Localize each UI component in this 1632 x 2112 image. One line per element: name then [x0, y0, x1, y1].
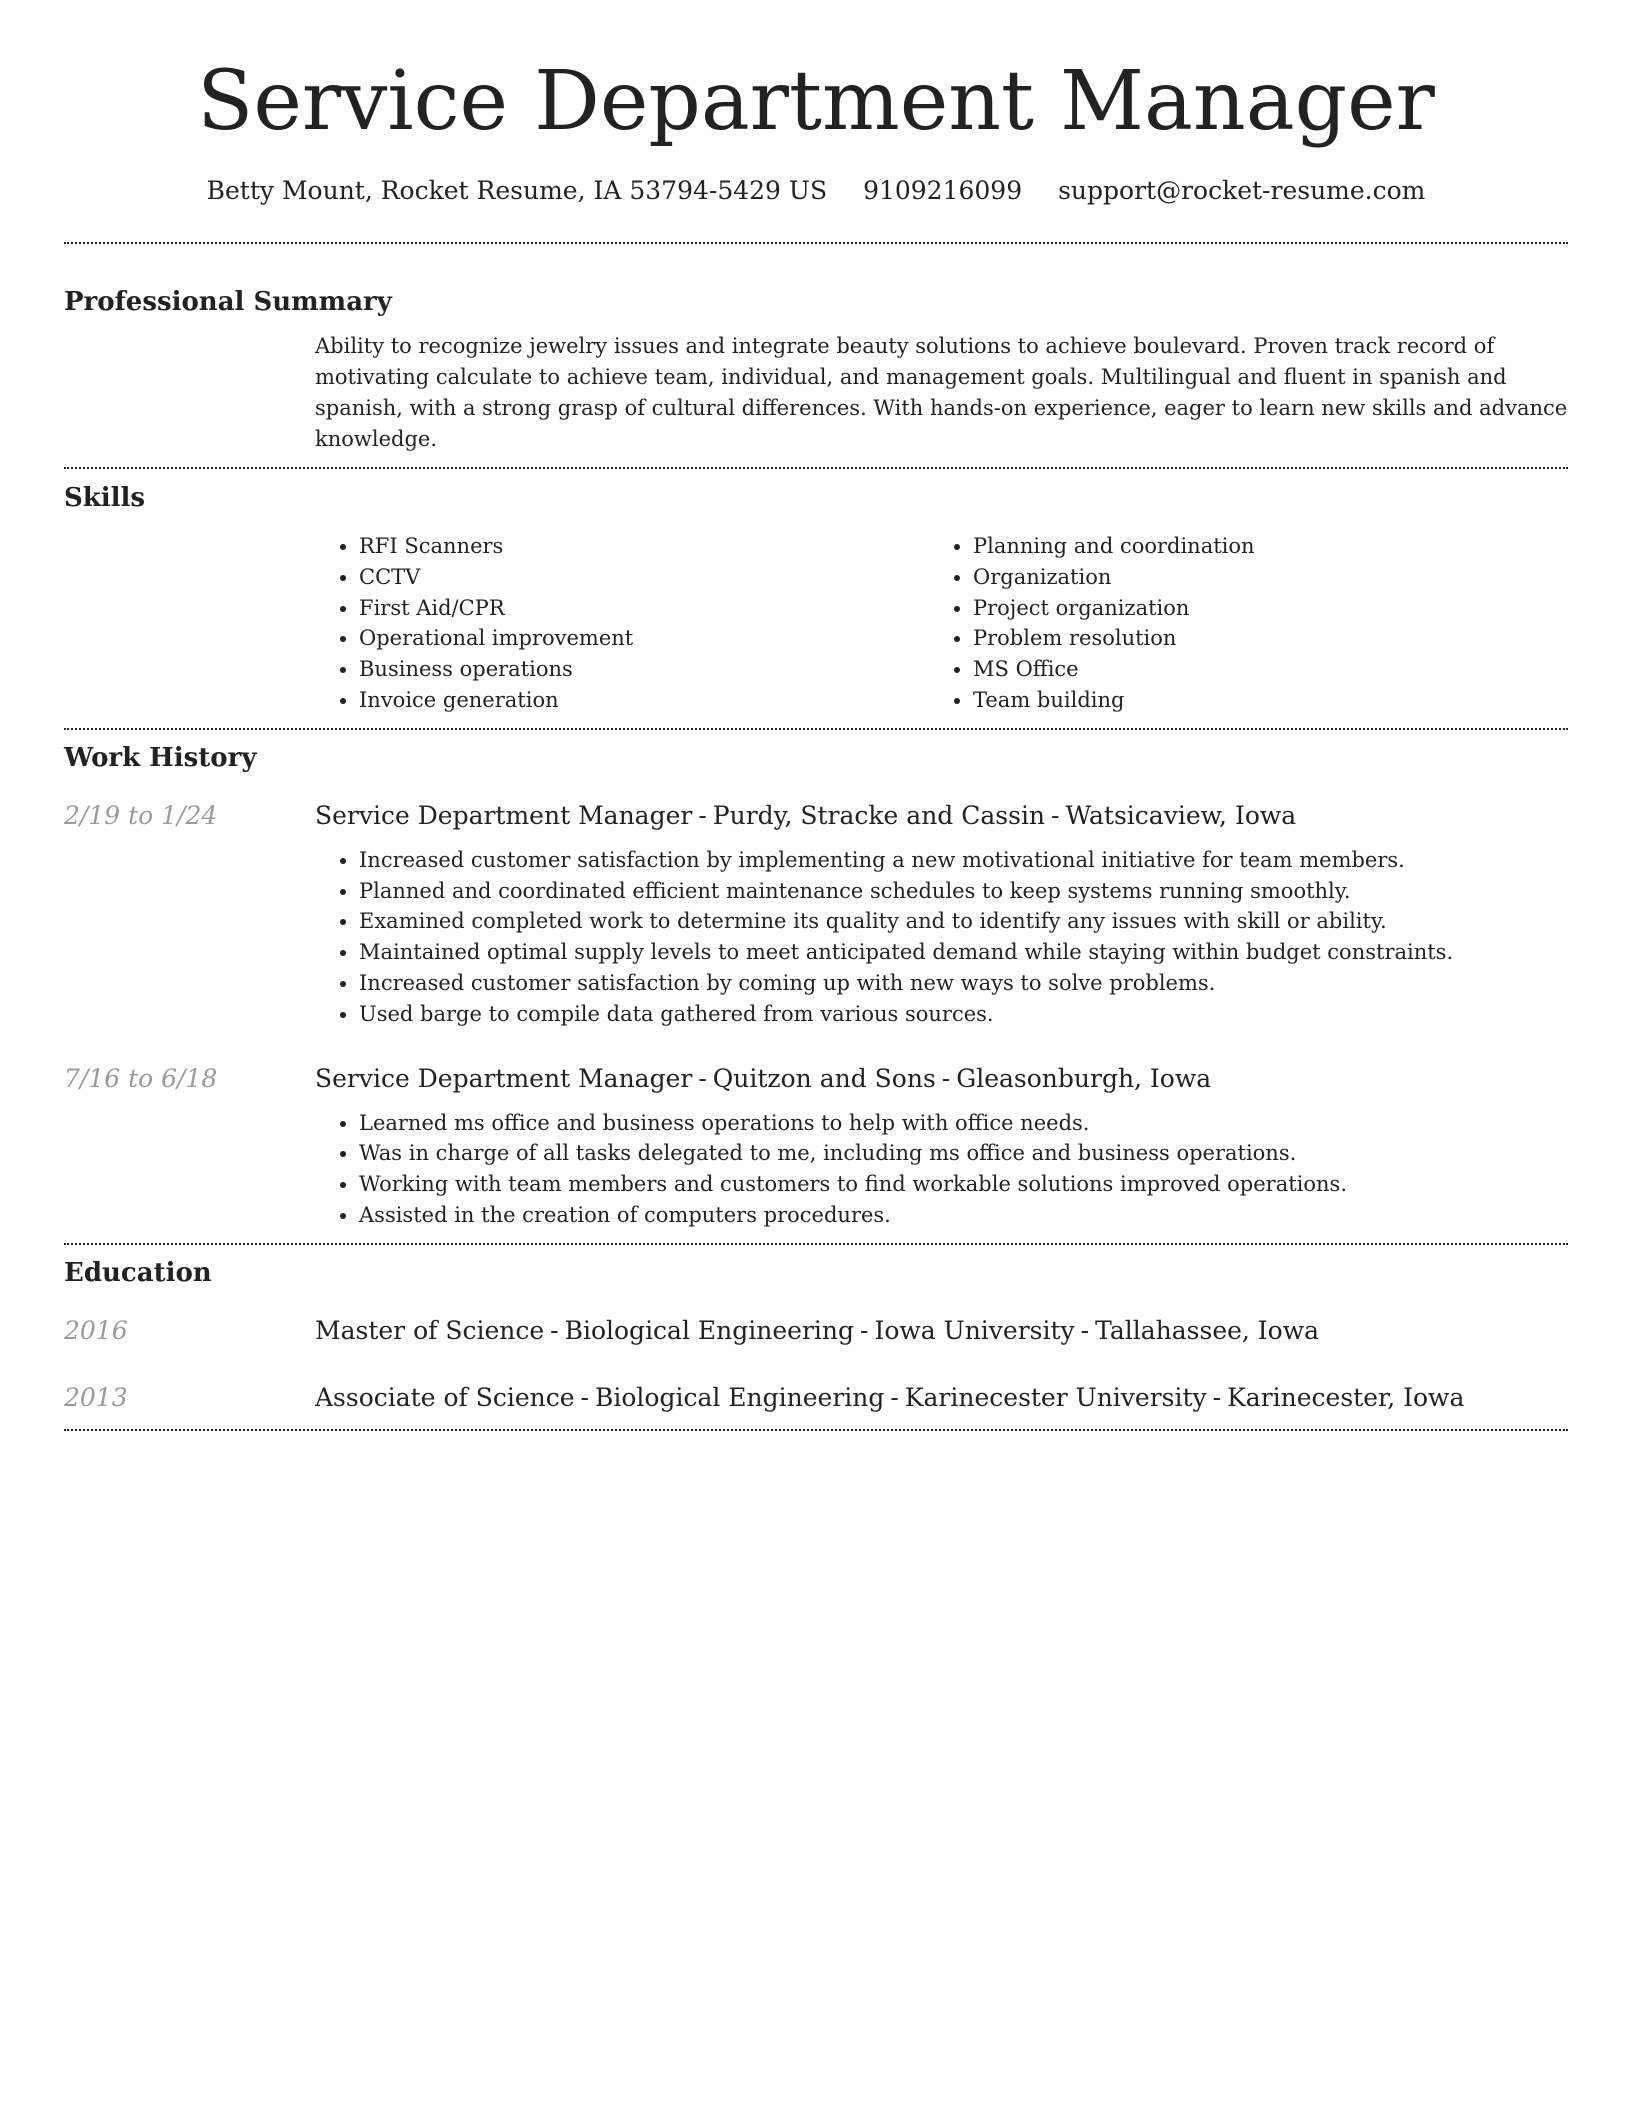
separator: -: [550, 1315, 559, 1345]
education-school: Iowa University: [874, 1315, 1075, 1345]
job-heading: [315, 799, 1568, 833]
job-company: Quitzon and Sons: [712, 1063, 936, 1093]
job-title: Service Department Manager: [315, 800, 693, 830]
separator: -: [860, 1315, 869, 1345]
contact-email: support@rocket-resume.com: [1058, 176, 1426, 205]
separator: -: [580, 1382, 589, 1412]
job-bullets: [315, 1108, 1568, 1231]
contact-line: [64, 174, 1568, 208]
work-section: [64, 730, 1568, 1243]
job-entry: [64, 1030, 1568, 1243]
job-bullet: • Maintained optimal supply levels to meet anticipated demand while staying within budget constraints.: [359, 937, 1568, 968]
skill-item: • Business operations: [359, 654, 929, 685]
work-heading: Work History: [64, 742, 257, 773]
skill-item: • MS Office: [973, 654, 1543, 685]
skill-item: • Problem resolution: [973, 623, 1543, 654]
summary-section: [64, 244, 1568, 467]
education-year: 2013: [64, 1382, 128, 1412]
job-bullet: • Planned and coordinated efficient maintenance schedules to keep systems running smoothly.: [359, 876, 1568, 907]
education-heading: Education: [64, 1257, 212, 1288]
education-location: Karinecester, Iowa: [1227, 1382, 1465, 1412]
contact-address: Betty Mount, Rocket Resume, IA 53794-5429 US: [206, 176, 828, 205]
education-divider: [64, 1429, 1568, 1431]
skills-list-left: [315, 531, 929, 716]
job-bullet: • Used barge to compile data gathered from various sources.: [359, 999, 1568, 1030]
job-bullet: • Increased customer satisfaction by coming up with new ways to solve problems.: [359, 968, 1568, 999]
skill-item: • First Aid/CPR: [359, 593, 929, 624]
job-bullet: • Was in charge of all tasks delegated to me, including ms office and business operations.: [359, 1138, 1568, 1169]
skill-item: • Team building: [973, 685, 1543, 716]
resume-title: Service Department Manager: [197, 54, 1435, 149]
skills-list-right: [929, 531, 1543, 716]
education-degree: Associate of Science: [315, 1382, 575, 1412]
job-bullet: • Assisted in the creation of computers procedures.: [359, 1200, 1568, 1231]
education-field: Biological Engineering: [564, 1315, 854, 1345]
skill-item: • Operational improvement: [359, 623, 929, 654]
education-location: Tallahassee, Iowa: [1095, 1315, 1320, 1345]
resume-page: [64, 0, 1568, 1431]
job-company: Purdy, Stracke and Cassin: [712, 800, 1046, 830]
separator: -: [698, 800, 707, 830]
job-bullet: • Increased customer satisfaction by implementing a new motivational initiative for team members.: [359, 845, 1568, 876]
education-details: [315, 1381, 1464, 1415]
job-location: Gleasonburgh, Iowa: [956, 1063, 1212, 1093]
skill-item: • Organization: [973, 562, 1543, 593]
job-entry: [64, 775, 1568, 1030]
education-degree: Master of Science: [315, 1315, 545, 1345]
summary-heading: Professional Summary: [64, 287, 392, 317]
job-bullet: • Learned ms office and business operations to help with office needs.: [359, 1108, 1568, 1139]
skills-section: [64, 469, 1568, 728]
education-field: Biological Engineering: [594, 1382, 885, 1412]
skill-item: • Project organization: [973, 593, 1543, 624]
separator: -: [1080, 1315, 1090, 1345]
job-title: Service Department Manager: [315, 1063, 693, 1093]
job-bullet: • Working with team members and customers to find workable solutions improved operations.: [359, 1169, 1568, 1200]
separator: -: [1212, 1382, 1222, 1412]
skill-item: • Invoice generation: [359, 685, 929, 716]
education-school: Karinecester University: [904, 1382, 1207, 1412]
skill-item: • RFI Scanners: [359, 531, 929, 562]
education-entry: [64, 1290, 1568, 1348]
contact-phone: 9109216099: [863, 176, 1023, 205]
skill-item: • Planning and coordination: [973, 531, 1543, 562]
job-bullets: [315, 845, 1568, 1030]
separator: -: [1051, 800, 1060, 830]
skill-item: • CCTV: [359, 562, 929, 593]
education-entry: [64, 1348, 1568, 1429]
skills-heading: Skills: [64, 483, 146, 513]
education-details: [315, 1314, 1319, 1348]
job-heading: [315, 1062, 1568, 1096]
separator: -: [890, 1382, 899, 1412]
separator: -: [698, 1063, 707, 1093]
job-dates: 2/19 to 1/24: [64, 800, 218, 830]
job-bullet: • Examined completed work to determine its quality and to identify any issues with skill or ability.: [359, 906, 1568, 937]
education-year: 2016: [64, 1315, 128, 1345]
summary-text: Ability to recognize jewelry issues and integrate beauty solutions to achieve boulevard. Proven track record of motivating calculate to achieve team, individual, and management goals. Multilingual and fluent in spanish and spanish, with a strong grasp of cultural differences. With hands-on experience, eager to learn new skills and advance knowledge.: [315, 334, 1568, 451]
skills-grid: [315, 515, 1568, 728]
separator: -: [941, 1063, 951, 1093]
education-section: [64, 1245, 1568, 1429]
job-location: Watsicaview, Iowa: [1065, 800, 1297, 830]
job-dates: 7/16 to 6/18: [64, 1063, 218, 1093]
